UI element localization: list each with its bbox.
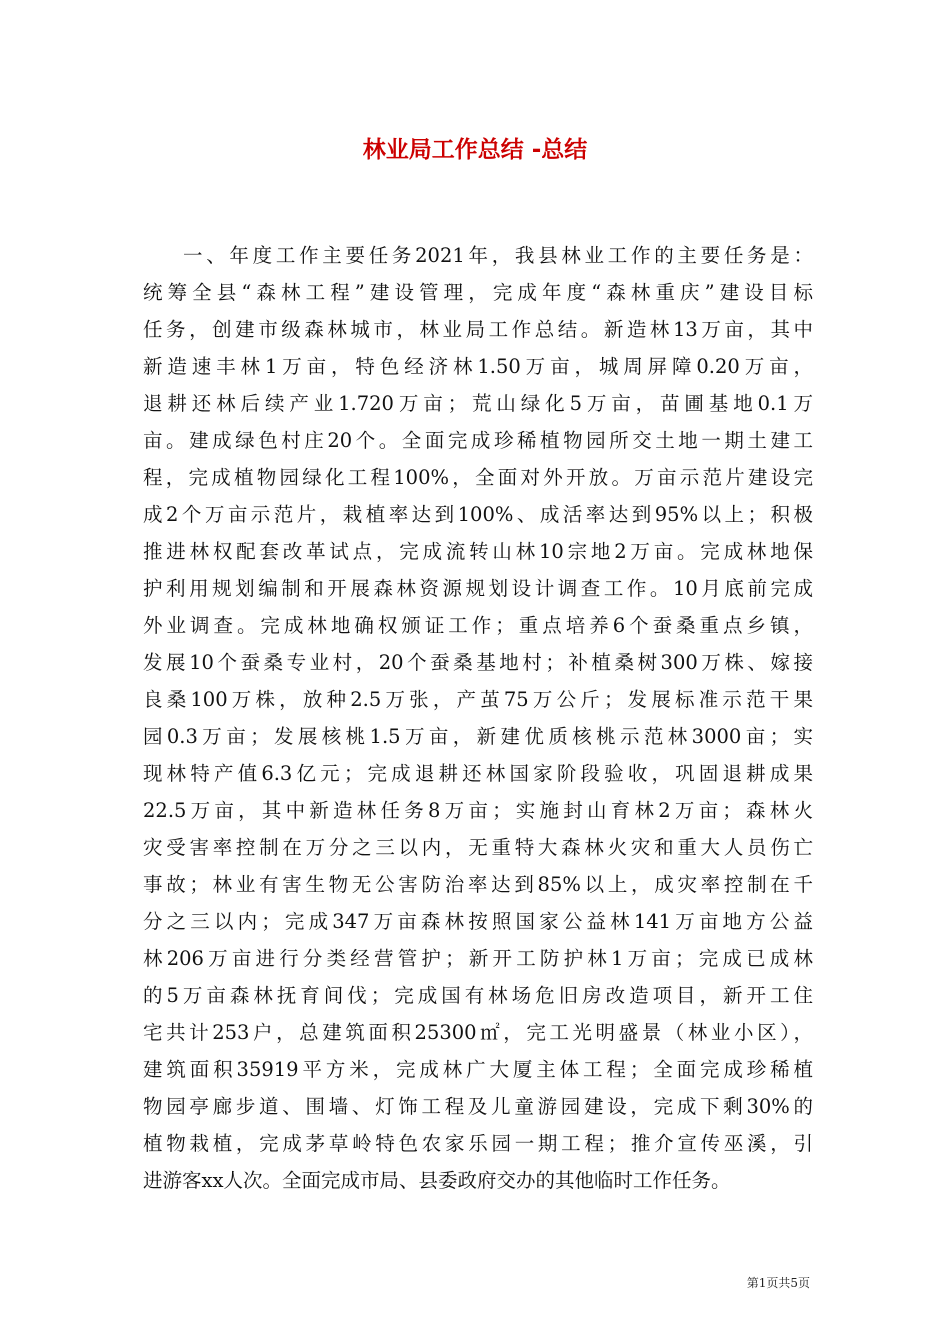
- text-line: 进游客xx人次。全面完成市局、县委政府交办的其他临时工作任务。: [143, 1169, 731, 1192]
- text-line: 事故；林业有害生物无公害防治率达到85%以上，成灾率控制在千: [143, 873, 813, 896]
- text-line: 外业调查。完成林地确权颁证工作；重点培养6个蚕桑重点乡镇，: [143, 614, 813, 637]
- text-line: 宅共计253户，总建筑面积25300㎡，完工光明盛景（林业小区），: [143, 1021, 813, 1044]
- text-line: 分之三以内；完成347万亩森林按照国家公益林141万亩地方公益: [143, 910, 813, 933]
- text-line: 植物栽植，完成茅草岭特色农家乐园一期工程；推介宣传巫溪，引: [143, 1132, 813, 1155]
- body-paragraph: [143, 237, 813, 1199]
- text-line: 程，完成植物园绿化工程100%，全面对外开放。万亩示范片建设完: [143, 466, 813, 489]
- page-number: 第1页共5页: [746, 1276, 810, 1290]
- page-title: 林业局工作总结 -总结: [362, 137, 588, 163]
- text-line: 建筑面积35919平方米，完成林广大厦主体工程；全面完成珍稀植: [143, 1058, 813, 1081]
- text-line: 林206万亩进行分类经营管护；新开工防护林1万亩；完成已成林: [143, 947, 813, 970]
- text-line: 一、年度工作主要任务2021年，我县林业工作的主要任务是：: [183, 244, 813, 267]
- text-line: 灾受害率控制在万分之三以内，无重特大森林火灾和重大人员伤亡: [143, 836, 813, 859]
- text-line: 亩。建成绿色村庄20个。全面完成珍稀植物园所交土地一期土建工: [143, 429, 813, 452]
- text-line: 成2个万亩示范片，栽植率达到100%、成活率达到95%以上；积极: [143, 503, 813, 526]
- text-line: 的5万亩森林抚育间伐；完成国有林场危旧房改造项目，新开工住: [143, 984, 813, 1007]
- text-line: 园0.3万亩；发展核桃1.5万亩，新建优质核桃示范林3000亩；实: [143, 725, 813, 748]
- text-line: 发展10个蚕桑专业村，20个蚕桑基地村；补植桑树300万株、嫁接: [143, 651, 813, 674]
- text-line: 现林特产值6.3亿元；完成退耕还林国家阶段验收，巩固退耕成果: [143, 762, 813, 785]
- text-line: 物园亭廊步道、围墙、灯饰工程及儿童游园建设，完成下剩30%的: [143, 1095, 813, 1118]
- text-line: 22.5万亩，其中新造林任务8万亩；实施封山育林2万亩；森林火: [143, 799, 813, 822]
- text-line: 良桑100万株，放种2.5万张，产茧75万公斤；发展标准示范干果: [143, 688, 813, 711]
- text-line: 退耕还林后续产业1.720万亩；荒山绿化5万亩，苗圃基地0.1万: [143, 392, 813, 415]
- text-line: 推进林权配套改革试点，完成流转山林10宗地2万亩。完成林地保: [143, 540, 813, 563]
- text-line: 统筹全县“森林工程”建设管理，完成年度“森林重庆”建设目标: [143, 281, 813, 304]
- text-line: 新造速丰林1万亩，特色经济林1.50万亩，城周屏障0.20万亩，: [143, 355, 813, 378]
- text-line: 任务，创建市级森林城市，林业局工作总结。新造林13万亩，其中: [143, 318, 813, 341]
- text-line: 护利用规划编制和开展森林资源规划设计调查工作。10月底前完成: [143, 577, 813, 600]
